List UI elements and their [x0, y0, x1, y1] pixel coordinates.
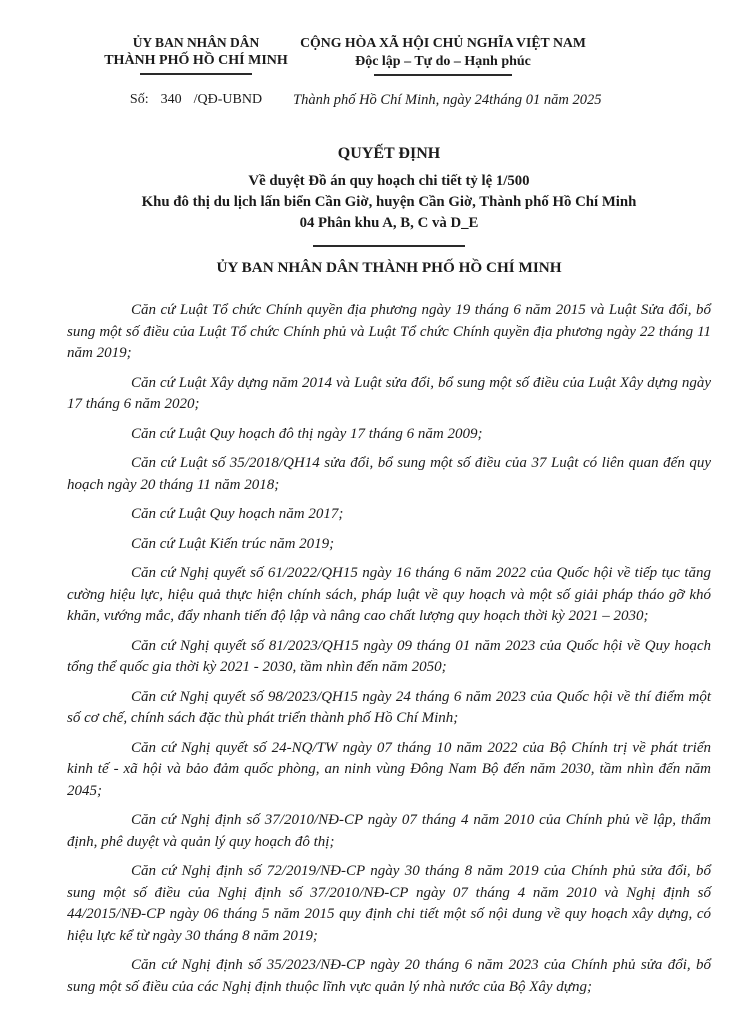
document-number-suffix: /QĐ-UBND [193, 92, 263, 107]
republic-title: CỘNG HÒA XÃ HỘI CHỦ NGHĨA VIỆT NAM [300, 35, 586, 50]
decision-subtitle-1: Về duyệt Đồ án quy hoạch chi tiết tỷ lệ 1/500 [248, 173, 530, 189]
decision-subtitle-2: Khu đô thị du lịch lấn biển Cần Giờ, huyện Cần Giờ, Thành phố Hồ Chí Minh [141, 194, 637, 210]
document-header [0, 0, 741, 110]
document-content [0, 144, 741, 998]
title-divider-rule [313, 245, 465, 247]
body-paragraph: Căn cứ Nghị quyết số 24-NQ/TW ngày 07 tháng 10 năm 2022 của Bộ Chính trị về phát triển kinh tế - xã hội và bảo đảm quốc phòng, an ninh vùng Đông Nam Bộ đến năm 2030, tầm nhìn đến năm 2045; [67, 739, 711, 799]
body-paragraph: Căn cứ Luật Kiến trúc năm 2019; [131, 535, 335, 552]
issuing-authority-line2: THÀNH PHỐ HỒ CHÍ MINH [104, 53, 288, 68]
legal-basis-paragraphs [67, 300, 711, 998]
body-paragraph: Căn cứ Luật Quy hoạch năm 2017; [131, 506, 344, 522]
document-number-label: Số: [129, 92, 149, 107]
header-left-rule [140, 73, 252, 75]
body-paragraph: Căn cứ Nghị định số 37/2010/NĐ-CP ngày 07 tháng 4 năm 2010 của Chính phủ về lập, thẩm định, phê duyệt và quản lý quy hoạch đô thị; [67, 812, 711, 850]
body-paragraph: Căn cứ Luật Quy hoạch đô thị ngày 17 tháng 6 năm 2009; [131, 425, 483, 442]
body-paragraph: Căn cứ Nghị định số 35/2023/NĐ-CP ngày 20 tháng 6 năm 2023 của Chính phủ sửa đổi, bổ sung một số điều của các Nghị định thuộc lĩnh vực quản lý nhà nước của Bộ Xây dựng; [67, 957, 711, 995]
issuing-authority-line1: ỦY BAN NHÂN DÂN [132, 35, 260, 50]
national-motto-block [293, 34, 602, 109]
body-paragraph: Căn cứ Luật Xây dựng năm 2014 và Luật sửa đổi, bổ sung một số điều của Luật Xây dựng ngày 17 tháng 6 năm 2020; [67, 374, 711, 412]
body-paragraph: Căn cứ Luật Tổ chức Chính quyền địa phương ngày 19 tháng 6 năm 2015 và Luật Sửa đổi, bổ sung một số điều của Luật Tổ chức Chính phủ và Luật Tổ chức Chính quyền địa phương ngày 22 tháng 11 năm 2019; [67, 302, 711, 361]
national-motto: Độc lập – Tự do – Hạnh phúc [355, 54, 531, 69]
body-paragraph: Căn cứ Nghị quyết số 98/2023/QH15 ngày 24 tháng 6 năm 2023 của Quốc hội về thí điểm một số cơ chế, chính sách đặc thù phát triển thành phố Hồ Chí Minh; [67, 688, 711, 726]
issuing-authority-block [70, 34, 322, 108]
decision-subtitle-3: 04 Phân khu A, B, C và D_E [299, 215, 479, 231]
decision-heading: QUYẾT ĐỊNH [337, 145, 441, 162]
deciding-authority-heading: ỦY BAN NHÂN DÂN THÀNH PHỐ HỒ CHÍ MINH [216, 259, 562, 276]
body-paragraph: Căn cứ Luật số 35/2018/QH14 sửa đổi, bổ sung một số điều của 37 Luật có liên quan đến quy hoạch ngày 20 tháng 11 năm 2018; [67, 455, 711, 493]
body-paragraph: Căn cứ Nghị định số 72/2019/NĐ-CP ngày 30 tháng 8 năm 2019 của Chính phủ sửa đổi, bổ sung một số điều của Nghị định số 37/2010/NĐ-CP ngày 07 tháng 4 năm 2010 và Nghị định số 44/2015/NĐ-CP ngày 06 tháng 5 năm 2015 quy định chi tiết một số nội dung về quy hoạch xây dựng, có hiệu lực kể từ ngày 30 tháng 8 năm 2019; [67, 863, 711, 944]
header-right-rule [374, 74, 512, 76]
document-number-value: 340 [160, 92, 182, 107]
body-paragraph: Căn cứ Nghị quyết số 81/2023/QH15 ngày 09 tháng 01 năm 2023 của Quốc hội về Quy hoạch tổng thể quốc gia thời kỳ 2021 - 2030, tầm nhìn đến năm 2050; [67, 637, 711, 675]
decision-title-block [67, 144, 711, 247]
place-date-line: Thành phố Hồ Chí Minh, ngày 24tháng 01 năm 2025 [293, 92, 602, 108]
document-number-line [70, 92, 322, 108]
body-paragraph: Căn cứ Nghị quyết số 61/2022/QH15 ngày 16 tháng 6 năm 2022 của Quốc hội về tiếp tục tăng cường hiệu lực, hiệu quả thực hiện chính sách, pháp luật về quy hoạch và một số giải pháp tháo gỡ khó khăn, vướng mắc, đẩy nhanh tiến độ lập và nâng cao chất lượng quy hoạch thời kỳ 2021 – 2030; [67, 565, 711, 624]
